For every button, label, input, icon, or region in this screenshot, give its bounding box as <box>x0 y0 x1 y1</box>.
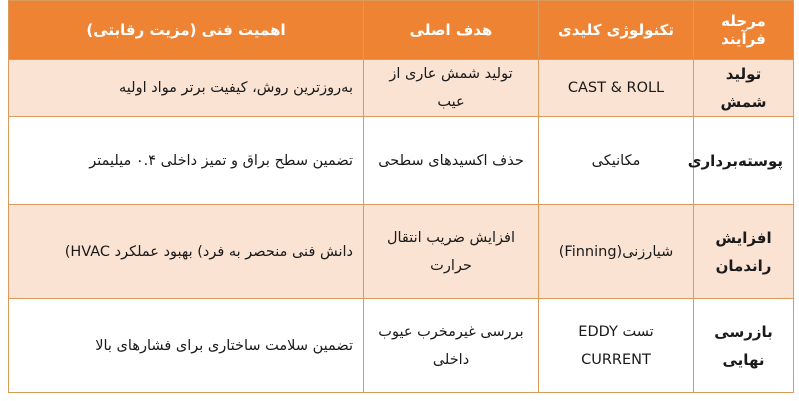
row-stage: تولید شمش <box>694 60 794 117</box>
row-goal: افزایش ضریب انتقال حرارت <box>364 205 539 299</box>
row-stage: پوسته‌برداری <box>694 117 794 205</box>
row-stage: بازرسی نهایی <box>694 299 794 393</box>
row-technology: CAST & ROLL <box>539 60 694 117</box>
table-row <box>9 205 794 299</box>
table-row <box>9 299 794 393</box>
process-table <box>8 0 794 393</box>
header-stage: مرحله فرآیند <box>694 1 794 60</box>
header-row <box>9 1 794 60</box>
table-row <box>9 60 794 117</box>
row-stage: افزایش راندمان <box>694 205 794 299</box>
row-importance: تضمین سطح براق و تمیز داخلی ۰.۴ میلیمتر <box>9 117 364 205</box>
row-technology: مکانیکی <box>539 117 694 205</box>
row-importance: به‌روزترین روش، کیفیت برتر مواد اولیه <box>9 60 364 117</box>
row-goal: بررسی غیرمخرب عیوب داخلی <box>364 299 539 393</box>
header-goal: هدف اصلی <box>364 1 539 60</box>
table-row <box>9 117 794 205</box>
header-technology: تکنولوژی کلیدی <box>539 1 694 60</box>
header-importance: اهمیت فنی (مزیت رقابتی) <box>9 1 364 60</box>
row-technology: شیارزنی(Finning) <box>539 205 694 299</box>
row-technology: تست EDDY CURRENT <box>539 299 694 393</box>
row-importance: دانش فنی منحصر به فرد) بهبود عملکرد HVAC) <box>9 205 364 299</box>
row-goal: تولید شمش عاری از عیب <box>364 60 539 117</box>
row-importance: تضمین سلامت ساختاری برای فشارهای بالا <box>9 299 364 393</box>
row-goal: حذف اکسیدهای سطحی <box>364 117 539 205</box>
